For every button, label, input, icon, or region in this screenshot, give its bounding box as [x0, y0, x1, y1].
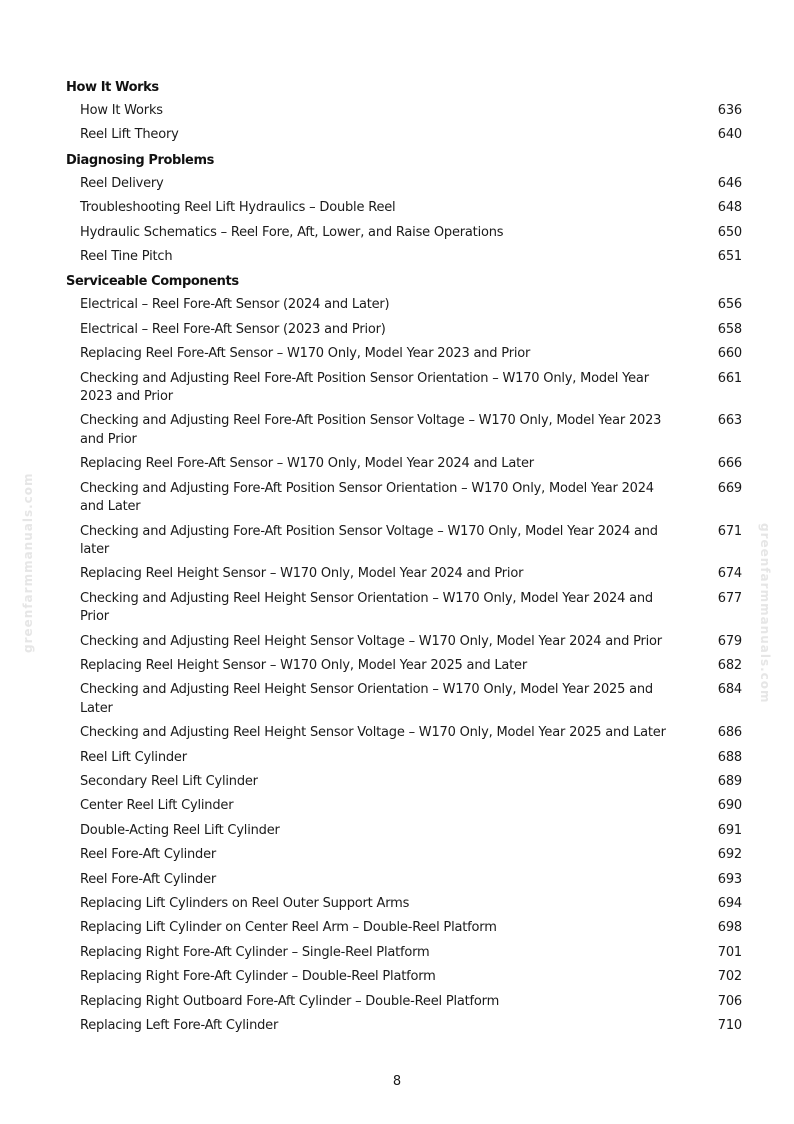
toc-entry-title[interactable]: Reel Delivery — [80, 175, 164, 191]
toc-entry[interactable] — [66, 102, 742, 120]
toc-entry-page-number[interactable]: 702 — [717, 969, 742, 985]
toc-entry-title[interactable]: Replacing Right Fore-Aft Cylinder – Double-Reel Platform — [80, 969, 436, 985]
toc-entry-page-number[interactable]: 706 — [717, 993, 742, 1009]
section-heading: Diagnosing Problems — [66, 152, 214, 168]
toc-entry-page-number[interactable]: 691 — [717, 822, 742, 838]
toc-entry-page-number[interactable]: 710 — [717, 1018, 742, 1034]
toc-entry-title[interactable]: Reel Fore-Aft Cylinder — [80, 871, 217, 887]
toc-entry-page-number[interactable]: 682 — [717, 657, 742, 673]
toc-entry-page-number[interactable]: 679 — [717, 633, 742, 649]
toc-entry[interactable] — [66, 895, 742, 913]
section-heading: Serviceable Components — [66, 274, 239, 290]
toc-entry-title[interactable]: Checking and Adjusting Reel Height Sensor Orientation – W170 Only, Model Year 2025 and Later — [80, 682, 653, 716]
toc-entry-title[interactable]: Checking and Adjusting Reel Height Sensor Voltage – W170 Only, Model Year 2024 and Prior — [80, 633, 662, 649]
toc-entry[interactable] — [66, 871, 742, 889]
toc-entry-title[interactable]: Reel Fore-Aft Cylinder — [80, 847, 217, 863]
toc-entry-title[interactable]: Double-Acting Reel Lift Cylinder — [80, 822, 280, 838]
toc-entry-page-number[interactable]: 661 — [717, 370, 742, 386]
toc-entry-page-number[interactable]: 688 — [717, 749, 742, 765]
toc-entry-page-number[interactable]: 701 — [717, 944, 742, 960]
toc-entry[interactable] — [66, 724, 742, 742]
toc-entry-title[interactable]: Replacing Reel Height Sensor – W170 Only, Model Year 2025 and Later — [80, 657, 527, 673]
toc-entry[interactable] — [66, 224, 742, 242]
toc-entry[interactable] — [66, 565, 742, 583]
toc-entry[interactable] — [66, 296, 742, 314]
toc-entry[interactable] — [66, 248, 742, 266]
toc-entry-title[interactable]: Reel Tine Pitch — [80, 249, 173, 265]
toc-entry-page-number[interactable]: 677 — [717, 590, 742, 606]
toc-entry[interactable] — [66, 797, 742, 815]
toc-entry-title[interactable]: Replacing Lift Cylinders on Reel Outer Support Arms — [80, 896, 410, 911]
toc-entry[interactable] — [66, 590, 742, 627]
toc-entry-title[interactable]: How It Works — [80, 103, 163, 118]
toc-entry[interactable] — [66, 412, 742, 449]
toc-entry-title[interactable]: Checking and Adjusting Fore-Aft Position Sensor Voltage – W170 Only, Model Year 2024 and later — [80, 523, 658, 557]
toc-entry[interactable] — [66, 846, 742, 864]
toc-entry-page-number[interactable]: 689 — [717, 773, 742, 789]
toc-entry-title[interactable]: Replacing Reel Fore-Aft Sensor – W170 Only, Model Year 2023 and Prior — [80, 346, 531, 362]
toc-entry-title[interactable]: Hydraulic Schematics – Reel Fore, Aft, Lower, and Raise Operations — [80, 224, 504, 240]
toc-entry-page-number[interactable]: 663 — [717, 413, 742, 429]
toc-entry-page-number[interactable]: 656 — [717, 297, 742, 313]
watermark-right: greenfarmmanuals.com — [758, 523, 772, 704]
toc-entry[interactable] — [66, 944, 742, 962]
toc-entry[interactable] — [66, 321, 742, 339]
toc-section — [66, 272, 742, 1035]
toc-entry[interactable] — [66, 993, 742, 1011]
toc-entry-page-number[interactable]: 660 — [717, 346, 742, 362]
toc-entry[interactable] — [66, 919, 742, 937]
toc-entry-title[interactable]: Replacing Right Fore-Aft Cylinder – Single-Reel Platform — [80, 944, 430, 960]
toc-entry[interactable] — [66, 822, 742, 840]
toc-entry-title[interactable]: Checking and Adjusting Reel Height Sensor Orientation – W170 Only, Model Year 2024 and Prior — [80, 590, 653, 625]
toc-entry-title[interactable]: Replacing Reel Fore-Aft Sensor – W170 Only, Model Year 2024 and Later — [80, 456, 534, 472]
toc-entry[interactable] — [66, 480, 742, 517]
toc-entry-page-number[interactable]: 692 — [717, 847, 742, 863]
toc-entry-page-number[interactable]: 646 — [717, 175, 742, 191]
toc-entry-title[interactable]: Troubleshooting Reel Lift Hydraulics – Double Reel — [80, 200, 396, 216]
toc-entry-page-number[interactable]: 674 — [717, 566, 742, 582]
table-of-contents — [66, 78, 742, 1041]
toc-entry-page-number[interactable]: 693 — [717, 871, 742, 887]
toc-entry-title[interactable]: Replacing Lift Cylinder on Center Reel Arm – Double-Reel Platform — [80, 920, 497, 936]
toc-entry-page-number[interactable]: 694 — [717, 896, 742, 911]
toc-entry[interactable] — [66, 199, 742, 217]
toc-entry-title[interactable]: Reel Lift Theory — [80, 127, 179, 143]
toc-entry-page-number[interactable]: 651 — [717, 249, 742, 265]
toc-entry-title[interactable]: Reel Lift Cylinder — [80, 749, 187, 765]
toc-entry-page-number[interactable]: 671 — [717, 523, 742, 539]
toc-entry-page-number[interactable]: 686 — [717, 725, 742, 741]
toc-entry[interactable] — [66, 126, 742, 144]
toc-entry-page-number[interactable]: 648 — [717, 200, 742, 216]
section-heading: How It Works — [66, 80, 159, 95]
toc-entry[interactable] — [66, 1017, 742, 1035]
toc-entry-page-number[interactable]: 698 — [717, 920, 742, 936]
toc-entry-page-number[interactable]: 650 — [717, 224, 742, 240]
toc-entry-page-number[interactable]: 636 — [717, 103, 742, 118]
toc-entry-title[interactable]: Center Reel Lift Cylinder — [80, 798, 234, 814]
toc-entry-page-number[interactable]: 666 — [717, 456, 742, 472]
toc-entry-title[interactable]: Replacing Reel Height Sensor – W170 Only, Model Year 2024 and Prior — [80, 566, 524, 582]
toc-entry[interactable] — [66, 175, 742, 193]
toc-entry-title[interactable]: Checking and Adjusting Reel Fore-Aft Position Sensor Orientation – W170 Only, Model Year 2023 and Prior — [80, 370, 649, 405]
toc-entry-page-number[interactable]: 669 — [717, 480, 742, 496]
toc-entry[interactable] — [66, 345, 742, 363]
toc-entry-page-number[interactable]: 658 — [717, 321, 742, 337]
watermark-left: greenfarmmanuals.com — [21, 472, 35, 653]
toc-entry-title[interactable]: Checking and Adjusting Reel Height Sensor Voltage – W170 Only, Model Year 2025 and Later — [80, 725, 666, 741]
toc-entry-page-number[interactable]: 690 — [717, 798, 742, 814]
toc-entry[interactable] — [66, 657, 742, 675]
toc-entry[interactable] — [66, 749, 742, 767]
toc-section — [66, 151, 742, 267]
toc-entry-title[interactable]: Checking and Adjusting Fore-Aft Position Sensor Orientation – W170 Only, Model Year 2024 and Later — [80, 480, 654, 515]
toc-entry[interactable] — [66, 681, 742, 718]
toc-entry-title[interactable]: Replacing Right Outboard Fore-Aft Cylinder – Double-Reel Platform — [80, 993, 500, 1009]
toc-section — [66, 78, 742, 145]
toc-entry[interactable] — [66, 968, 742, 986]
toc-entry-page-number[interactable]: 684 — [717, 682, 742, 698]
toc-entry[interactable] — [66, 523, 742, 560]
toc-entry-title[interactable]: Checking and Adjusting Reel Fore-Aft Position Sensor Voltage – W170 Only, Model Year 2023 and Prior — [80, 413, 662, 447]
toc-entry-page-number[interactable]: 640 — [717, 127, 742, 143]
toc-entry-title[interactable]: Secondary Reel Lift Cylinder — [80, 773, 258, 789]
toc-entry-title[interactable]: Replacing Left Fore-Aft Cylinder — [80, 1018, 279, 1034]
toc-entry-title[interactable]: Electrical – Reel Fore-Aft Sensor (2024 and Later) — [80, 297, 390, 313]
toc-entry-title[interactable]: Electrical – Reel Fore-Aft Sensor (2023 and Prior) — [80, 321, 386, 337]
toc-entry[interactable] — [66, 455, 742, 473]
toc-entry[interactable] — [66, 633, 742, 651]
toc-entry[interactable] — [66, 370, 742, 407]
toc-entry[interactable] — [66, 773, 742, 791]
page-number: 8 — [392, 1074, 402, 1089]
